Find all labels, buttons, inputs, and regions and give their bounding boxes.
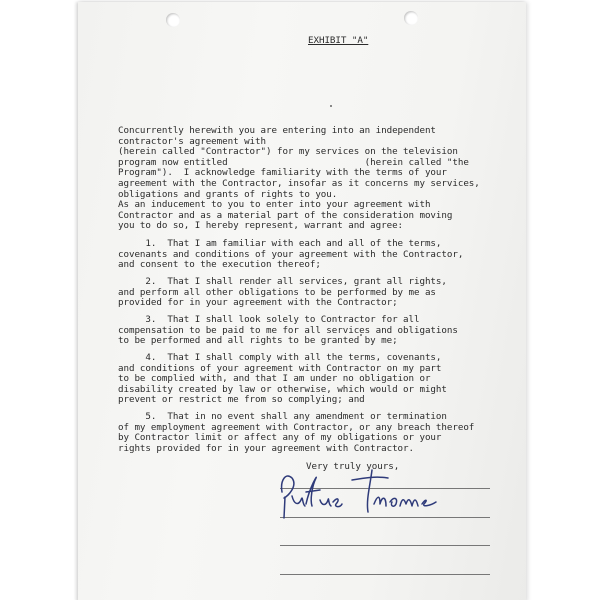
signature-stroke [292,496,305,506]
text-line: 4. That I shall comply with all the terms, covenants, [118,352,442,363]
signature-stroke [333,499,342,507]
text-line: disability created by law or otherwise, which would or might [118,383,447,395]
signature-stroke [352,470,388,512]
clause-2 [118,277,447,309]
text-line: prevent or restrict me from so complying; and [118,394,365,406]
clause-3 [118,315,458,347]
text-line: and perform all other obligations to be performed by me as [118,286,436,298]
text-line: Program"). I acknowledge familiarity with the terms of your [118,167,447,179]
text-line: 1. That I am familiar with each and all of the terms, [118,238,442,249]
signature-stroke [374,497,386,506]
text-line: Contractor and as a material part of the consideration moving [118,209,453,221]
clause-1 [118,239,463,271]
clause-4 [118,353,447,406]
text-line: agreement with the Contractor, insofar as it concerns my services, [118,177,480,189]
text-line: and conditions of your agreement with Contractor on my part [118,362,442,374]
text-line: to be performed and all rights to be granted by me; [118,335,398,347]
text-line: 2. That I shall render all services, grant all rights, [118,276,447,287]
punch-hole-right [404,11,418,25]
signature-stroke [390,498,397,506]
inducement-paragraph [118,200,452,232]
punch-hole-left [166,13,180,27]
closing: Very truly yours, [306,461,400,472]
text-line: to be complied with, and that I am under no obligation or [118,373,431,385]
signature-line [280,574,490,575]
paper-speck [330,105,332,107]
text-line: rights provided for in your agreement with Contractor. [118,442,414,454]
text-line: Concurrently herewith you are entering into an independent [118,125,436,136]
text-line: contractor's agreement with [118,135,266,147]
text-line: provided for in your agreement with the Contractor; [118,297,398,309]
text-line: (herein called "Contractor") for my services on the television [118,146,458,158]
text-line: and consent to the execution thereof; [118,259,321,271]
text-line: program now entitled (herein called "the [118,156,469,168]
text-line: 3. That I shall look solely to Contractor for all [118,314,420,325]
text-line: covenants and conditions of your agreement with the Contractor, [118,248,464,260]
text-line: by Contractor limit or affect any of my obligations or your [118,432,442,444]
text-line: 5. That in no event shall any amendment or termination [118,411,447,422]
text-line: obligations and grants of rights to you. [118,188,338,200]
paper-sheet [78,2,526,600]
intro-paragraph [118,126,480,200]
text-line: of my employment agreement with Contractor, or any breach thereof [118,421,475,433]
handwritten-signature [276,456,456,536]
text-line: you to do so, I hereby represent, warrant and agree: [118,220,404,232]
clause-5 [118,412,474,454]
signature-stroke [320,499,331,506]
text-line: As an inducement to you to enter into your agreement with [118,199,431,210]
text-line: compensation to be paid to me for all services and obligations [118,324,458,336]
signature-stroke [306,477,320,506]
exhibit-title: EXHIBIT "A" [308,35,369,46]
signature-stroke [422,500,436,506]
signature-line [280,545,490,546]
signature-stroke [400,500,418,506]
